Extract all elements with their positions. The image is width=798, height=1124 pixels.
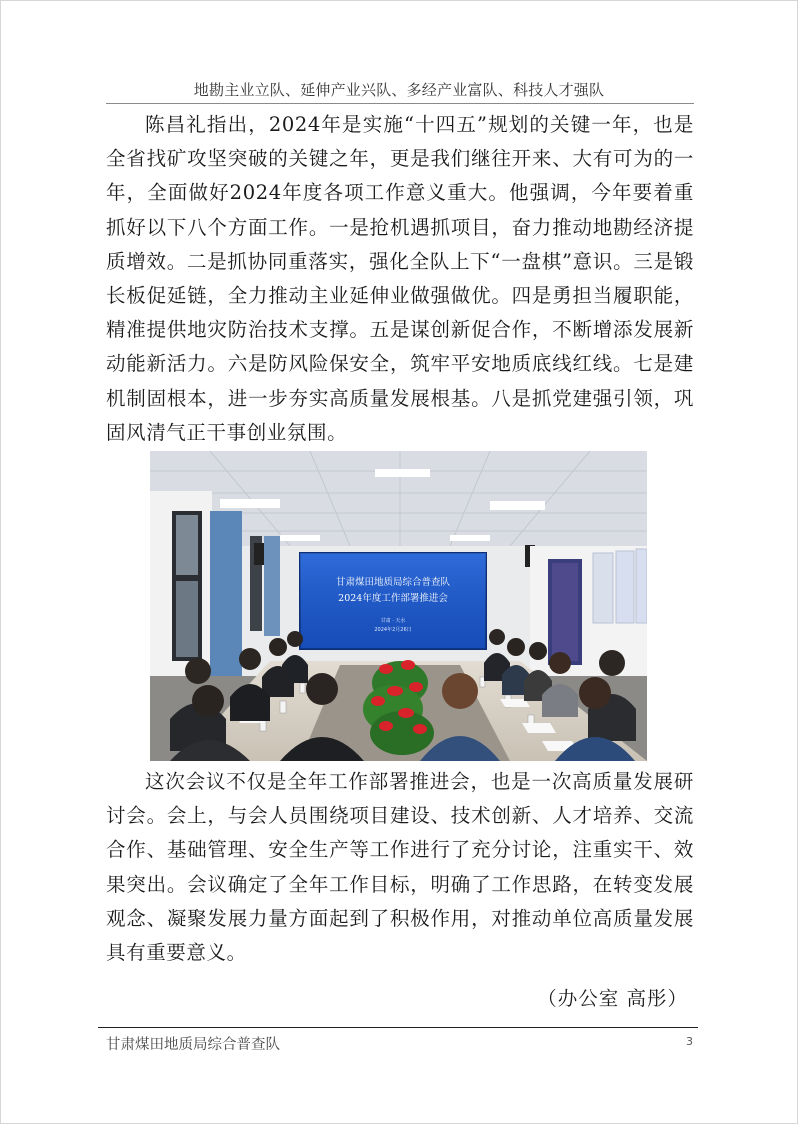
footer-divider xyxy=(98,1027,698,1028)
screen-title-1: 甘肃煤田地质局综合普查队 xyxy=(335,577,451,588)
header-divider xyxy=(106,103,694,104)
meeting-photo xyxy=(150,451,647,761)
screen-date: 2024年2月26日 xyxy=(374,627,412,633)
header-slogan: 地勘主业立队、延伸产业兴队、多经产业富队、科技人才强队 xyxy=(193,81,605,99)
article-paragraph-2: 这次会议不仅是全年工作部署推进会，也是一次高质量发展研讨会。会上，与会人员围绕项目建设、技术创新、人才培养、交流合作、基础管理、安全生产等工作进行了充分讨论，注重实干、效果突出。会议确定了全年工作目标，明确了工作思路，在转变发展观念、凝聚发展力量方面起到了积极作用，对推动单位高质量发展具有重要意义。 xyxy=(106,770,694,965)
screen-title-2: 2024年度工作部署推进会 xyxy=(338,593,448,604)
article-paragraph-1: 陈昌礼指出，2024年是实施“十四五”规划的关键一年，也是全省找矿攻坚突破的关键之年，更是我们继往开来、大有可为的一年，全面做好2024年度各项工作意义重大。他强调，今年要着重抓好以下八个方面工作。一是抢机遇抓项目，奋力推动地勘经济提质增效。二是抓协同重落实，强化全队上下“一盘棋”意识。三是锻长板促延链，全力推动主业延伸业做强做优。四是勇担当履职能，精准提供地灾防治技术支撑。五是谋创新促合作，不断增添发展新动能新活力。六是防风险保安全，筑牢平安地质底线红线。七是建机制固根本，进一步夯实高质量发展根基。八是抓党建强引领，巩固风清气正干事创业氛围。 xyxy=(106,113,694,444)
page-number: 3 xyxy=(686,1035,693,1048)
footer-organization: 甘肃煤田地质局综合普查队 xyxy=(106,1037,280,1053)
screen-place: 甘肃 · 天水 xyxy=(380,618,406,624)
author-signature: （办公室 高彤） xyxy=(537,987,688,1010)
